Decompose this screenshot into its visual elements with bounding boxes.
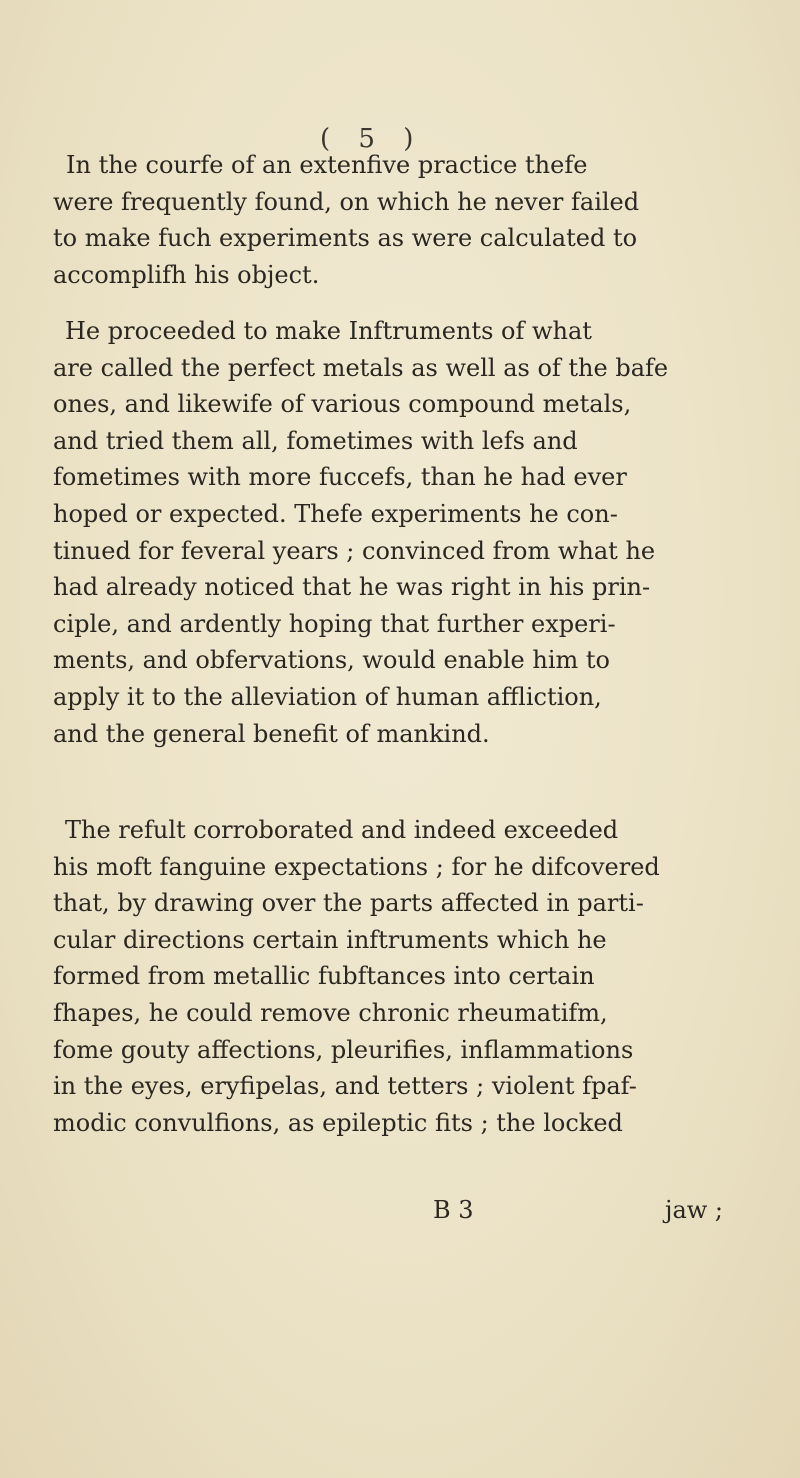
text-line: apply it to the alleviation of human affliction, xyxy=(53,682,602,711)
text-line: tinued for feveral years ; convinced from what he xyxy=(53,536,656,565)
text-line: He proceeded to make Inftruments of what xyxy=(65,317,592,345)
text-line: in the eyes, eryfipelas, and tetters ; violent fpaf- xyxy=(53,1072,637,1101)
catchword: jaw ; xyxy=(665,1196,724,1224)
paragraph-1 xyxy=(53,147,639,293)
text-line: ments, and obfervations, would enable him to xyxy=(53,646,611,675)
text-line: cular directions certain inftruments which he xyxy=(53,925,607,954)
text-line: and tried them all, fometimes with lefs and xyxy=(53,426,578,455)
paragraph-2 xyxy=(53,313,668,752)
text-line: his moft fanguine expectations ; for he difcovered xyxy=(53,852,660,881)
text-line: ones, and likewife of various compound metals, xyxy=(53,390,632,419)
text-line: In the courfe of an extenfive practice thefe xyxy=(66,151,588,179)
text-line: modic convulfions, as epileptic fits ; the locked xyxy=(53,1108,623,1137)
text-line: fhapes, he could remove chronic rheumatifm, xyxy=(53,998,608,1027)
text-line: formed from metallic fubftances into certain xyxy=(53,962,595,991)
text-line: accomplifh his object. xyxy=(53,260,320,289)
text-line: are called the perfect metals as well as of the bafe xyxy=(53,353,669,382)
text-line: fometimes with more fuccefs, than he had ever xyxy=(53,463,627,492)
paragraph-3 xyxy=(53,812,660,1141)
text-line: that, by drawing over the parts affected in parti- xyxy=(53,889,644,918)
text-line: had already noticed that he was right in his prin- xyxy=(53,573,651,602)
text-line: ciple, and ardently hoping that further experi- xyxy=(53,609,616,638)
signature-mark: B 3 xyxy=(433,1196,474,1224)
text-line: hoped or expected. Thefe experiments he con- xyxy=(53,499,618,528)
page-number: ( 5 ) xyxy=(320,124,424,154)
text-line: and the general benefit of mankind. xyxy=(53,719,490,748)
text-line: were frequently found, on which he never failed xyxy=(53,187,640,216)
text-line: to make fuch experiments as were calculated to xyxy=(53,224,638,253)
text-line: The refult corroborated and indeed exceeded xyxy=(65,816,619,844)
text-line: fome gouty affections, pleurifies, inflammations xyxy=(53,1035,634,1064)
